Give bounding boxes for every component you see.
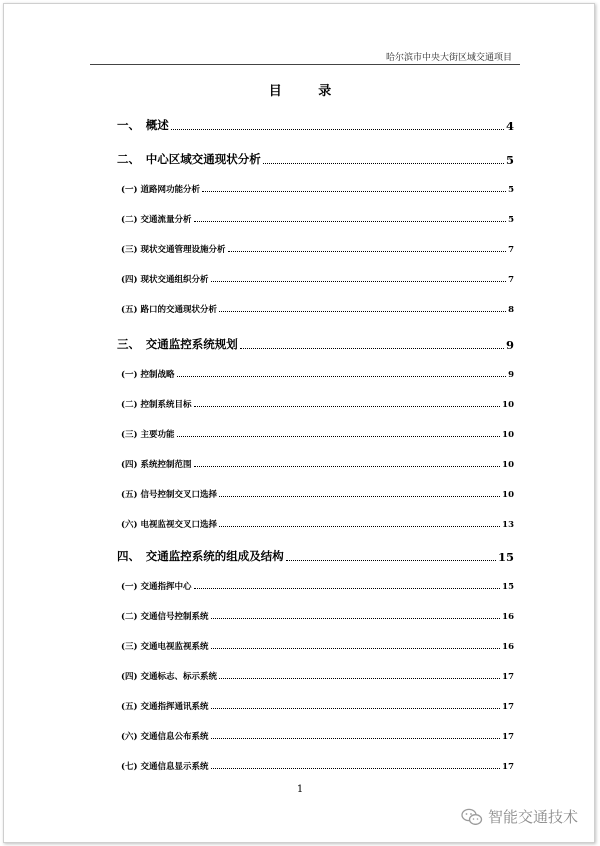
toc-entry[interactable] (121, 640, 514, 652)
toc-entry-label: (二) 交通信号控制系统 (121, 612, 209, 622)
toc-entry-label: (二) 交通流量分析 (121, 215, 192, 225)
toc-entry-label: 三、 交通监控系统规划 (117, 337, 238, 351)
toc-entry-label: 一、 概述 (117, 118, 169, 132)
dot-leader (211, 707, 501, 709)
toc-entry-page: 17 (502, 762, 514, 772)
toc-entry[interactable] (121, 428, 514, 440)
toc-entry-label: (四) 现状交通组织分析 (121, 275, 209, 285)
toc-entry[interactable] (121, 610, 514, 622)
toc-entry-page: 16 (502, 612, 514, 622)
dot-leader (171, 128, 504, 130)
dot-leader (240, 347, 504, 349)
toc-entry-page: 7 (508, 245, 514, 255)
toc-entry-page: 17 (502, 702, 514, 712)
dot-leader (194, 465, 501, 467)
toc-entry-page: 5 (505, 153, 514, 167)
toc-entry-label: (四) 系统控制范围 (121, 460, 192, 470)
toc-entry[interactable] (117, 337, 514, 352)
dot-leader (194, 587, 501, 589)
toc-entry-label: (一) 道路网功能分析 (121, 185, 201, 195)
toc-entry[interactable] (117, 118, 514, 133)
dot-leader (263, 162, 504, 164)
dot-leader (177, 375, 507, 377)
toc-entry-label: (三) 交通电视监视系统 (121, 642, 209, 652)
page-number: 1 (296, 784, 304, 795)
dot-leader (219, 495, 500, 497)
dot-leader (211, 647, 501, 649)
toc-entry-page: 10 (502, 400, 514, 410)
toc-entry-label: (七) 交通信息显示系统 (121, 762, 209, 772)
toc-entry-label: 二、 中心区域交通现状分析 (117, 152, 261, 166)
dot-leader (211, 617, 501, 619)
toc-entry-page: 16 (502, 642, 514, 652)
toc-entry-label: (四) 交通标志、标示系统 (121, 672, 218, 682)
dot-leader (219, 310, 506, 312)
toc-entry-page: 9 (505, 338, 514, 352)
toc-entry-label: (一) 控制战略 (121, 370, 175, 380)
toc-entry[interactable] (121, 730, 514, 742)
toc-entry[interactable] (121, 518, 514, 530)
toc-entry-page: 10 (502, 460, 514, 470)
toc-title: 目 录 (268, 84, 348, 99)
watermark (461, 806, 578, 827)
toc-entry[interactable] (121, 273, 514, 285)
toc-entry-page: 13 (502, 520, 514, 530)
toc-entry[interactable] (121, 303, 514, 315)
toc-entry-label: (六) 电视监视交叉口选择 (121, 520, 218, 530)
toc-entry-label: (一) 交通指挥中心 (121, 582, 192, 592)
toc-entry-page: 15 (502, 582, 514, 592)
dot-leader (202, 190, 506, 192)
dot-leader (211, 737, 501, 739)
running-header: 哈尔滨市中央大街区域交通项目 (385, 53, 512, 63)
toc-entry-page: 8 (508, 305, 514, 315)
toc-entry[interactable] (121, 700, 514, 712)
toc-entry[interactable] (121, 760, 514, 772)
toc-entry-page: 10 (502, 490, 514, 500)
toc-entry[interactable] (121, 488, 514, 500)
toc-entry-page: 15 (497, 550, 514, 564)
toc-entry-page: 4 (505, 119, 514, 133)
toc-entry[interactable] (121, 398, 514, 410)
toc-entry[interactable] (121, 213, 514, 225)
toc-entry[interactable] (121, 670, 514, 682)
toc-entry-page: 9 (508, 370, 514, 380)
toc-entry-page: 17 (502, 732, 514, 742)
toc-entry[interactable] (121, 368, 514, 380)
toc-entry[interactable] (121, 183, 514, 195)
toc-entry-page: 5 (508, 185, 514, 195)
dot-leader (194, 405, 501, 407)
toc-entry[interactable] (121, 580, 514, 592)
toc-entry-page: 10 (502, 430, 514, 440)
dot-leader (194, 220, 507, 222)
toc-entry-page: 5 (508, 215, 514, 225)
toc-entry[interactable] (117, 549, 514, 564)
toc-entry-page: 7 (508, 275, 514, 285)
toc-entry-label: (六) 交通信息公布系统 (121, 732, 209, 742)
toc-entry[interactable] (121, 458, 514, 470)
toc-entry-label: (五) 信号控制交叉口选择 (121, 490, 218, 500)
toc-entry-label: (五) 路口的交通现状分析 (121, 305, 218, 315)
dot-leader (219, 677, 500, 679)
toc-entry-label: (五) 交通指挥通讯系统 (121, 702, 209, 712)
watermark-text: 智能交通技术 (487, 808, 578, 826)
toc-entry-page: 17 (502, 672, 514, 682)
toc-entry-label: (三) 主要功能 (121, 430, 175, 440)
dot-leader (219, 525, 500, 527)
dot-leader (286, 559, 496, 561)
dot-leader (228, 250, 507, 252)
dot-leader (211, 280, 507, 282)
toc-entry-label: 四、 交通监控系统的组成及结构 (117, 549, 284, 563)
wechat-icon (461, 808, 483, 826)
toc-entry-label: (二) 控制系统目标 (121, 400, 192, 410)
toc-entry[interactable] (117, 152, 514, 167)
dot-leader (211, 767, 501, 769)
toc-entry-label: (三) 现状交通管理设施分析 (121, 245, 226, 255)
toc-entry[interactable] (121, 243, 514, 255)
dot-leader (177, 435, 501, 437)
